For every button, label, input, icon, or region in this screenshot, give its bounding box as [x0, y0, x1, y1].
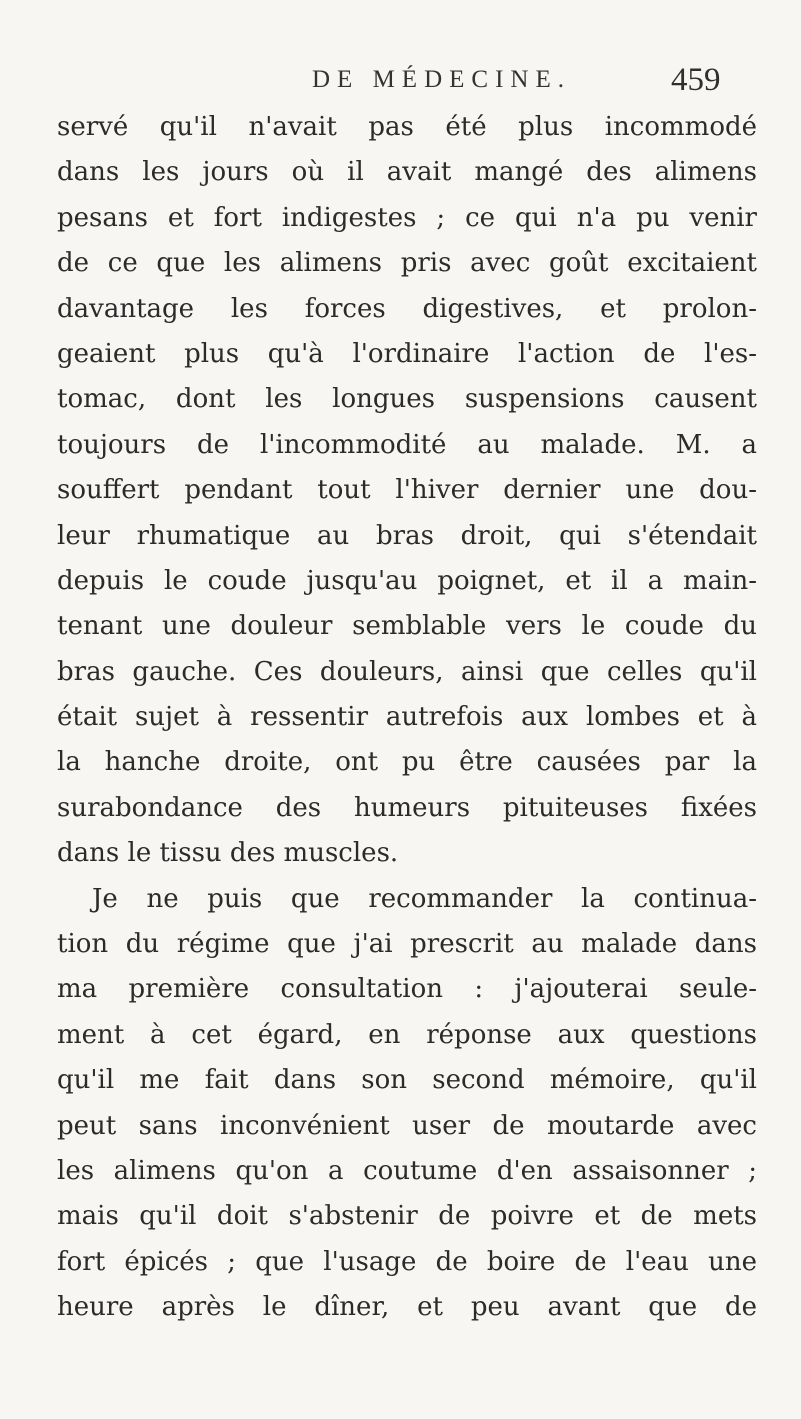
text-line: fort épicés ; que l'usage de boire de l'eau une	[57, 1246, 757, 1277]
text-line: pesans et fort indigestes ; ce qui n'a pu venir	[57, 202, 757, 233]
text-line: depuis le coude jusqu'au poignet, et il a main-	[57, 565, 757, 596]
page-number: 459	[671, 62, 721, 98]
text-line: qu'il me fait dans son second mémoire, qu'il	[57, 1065, 757, 1096]
text-line: geaient plus qu'à l'ordinaire l'action de l'es-	[57, 338, 757, 369]
paragraph-start-line: Je ne puis que recommander la continua-	[92, 883, 757, 914]
text-line: leur rhumatique au bras droit, qui s'étendait	[57, 520, 757, 551]
text-line: mais qu'il doit s'abstenir de poivre et de mets	[57, 1201, 757, 1232]
text-line: la hanche droite, ont pu être causées par la	[57, 747, 757, 778]
text-line: ma première consultation : j'ajouterai seule-	[57, 974, 757, 1005]
text-line: peut sans inconvénient user de moutarde avec	[57, 1110, 757, 1141]
text-line: tion du régime que j'ai prescrit au malade dans	[57, 929, 757, 960]
text-line: les alimens qu'on a coutume d'en assaisonner ;	[57, 1155, 757, 1186]
text-line: de ce que les alimens pris avec goût excitaient	[57, 248, 757, 279]
text-line: ment à cet égard, en réponse aux questions	[57, 1019, 757, 1050]
text-line: souffert pendant tout l'hiver dernier une dou-	[57, 475, 757, 506]
text-line: heure après le dîner, et peu avant que de	[57, 1292, 757, 1323]
paragraph-end-line: dans le tissu des muscles.	[57, 838, 399, 869]
text-line: tomac, dont les longues suspensions causent	[57, 384, 757, 415]
text-line: toujours de l'incommodité au malade. M. a	[57, 429, 757, 460]
text-line: davantage les forces digestives, et prolon-	[57, 293, 757, 324]
text-line: dans les jours où il avait mangé des alimens	[57, 157, 757, 188]
text-line: était sujet à ressentir autrefois aux lombes et à	[57, 702, 757, 733]
running-head	[0, 62, 801, 106]
text-line: servé qu'il n'avait pas été plus incommodé	[57, 112, 757, 142]
running-title: DE MÉDECINE.	[312, 66, 571, 93]
text-line: bras gauche. Ces douleurs, ainsi que celles qu'il	[57, 656, 757, 687]
text-line: tenant une douleur semblable vers le coude du	[57, 611, 757, 642]
body-text	[57, 105, 757, 1331]
text-line: surabondance des humeurs pituiteuses fixées	[57, 792, 757, 823]
